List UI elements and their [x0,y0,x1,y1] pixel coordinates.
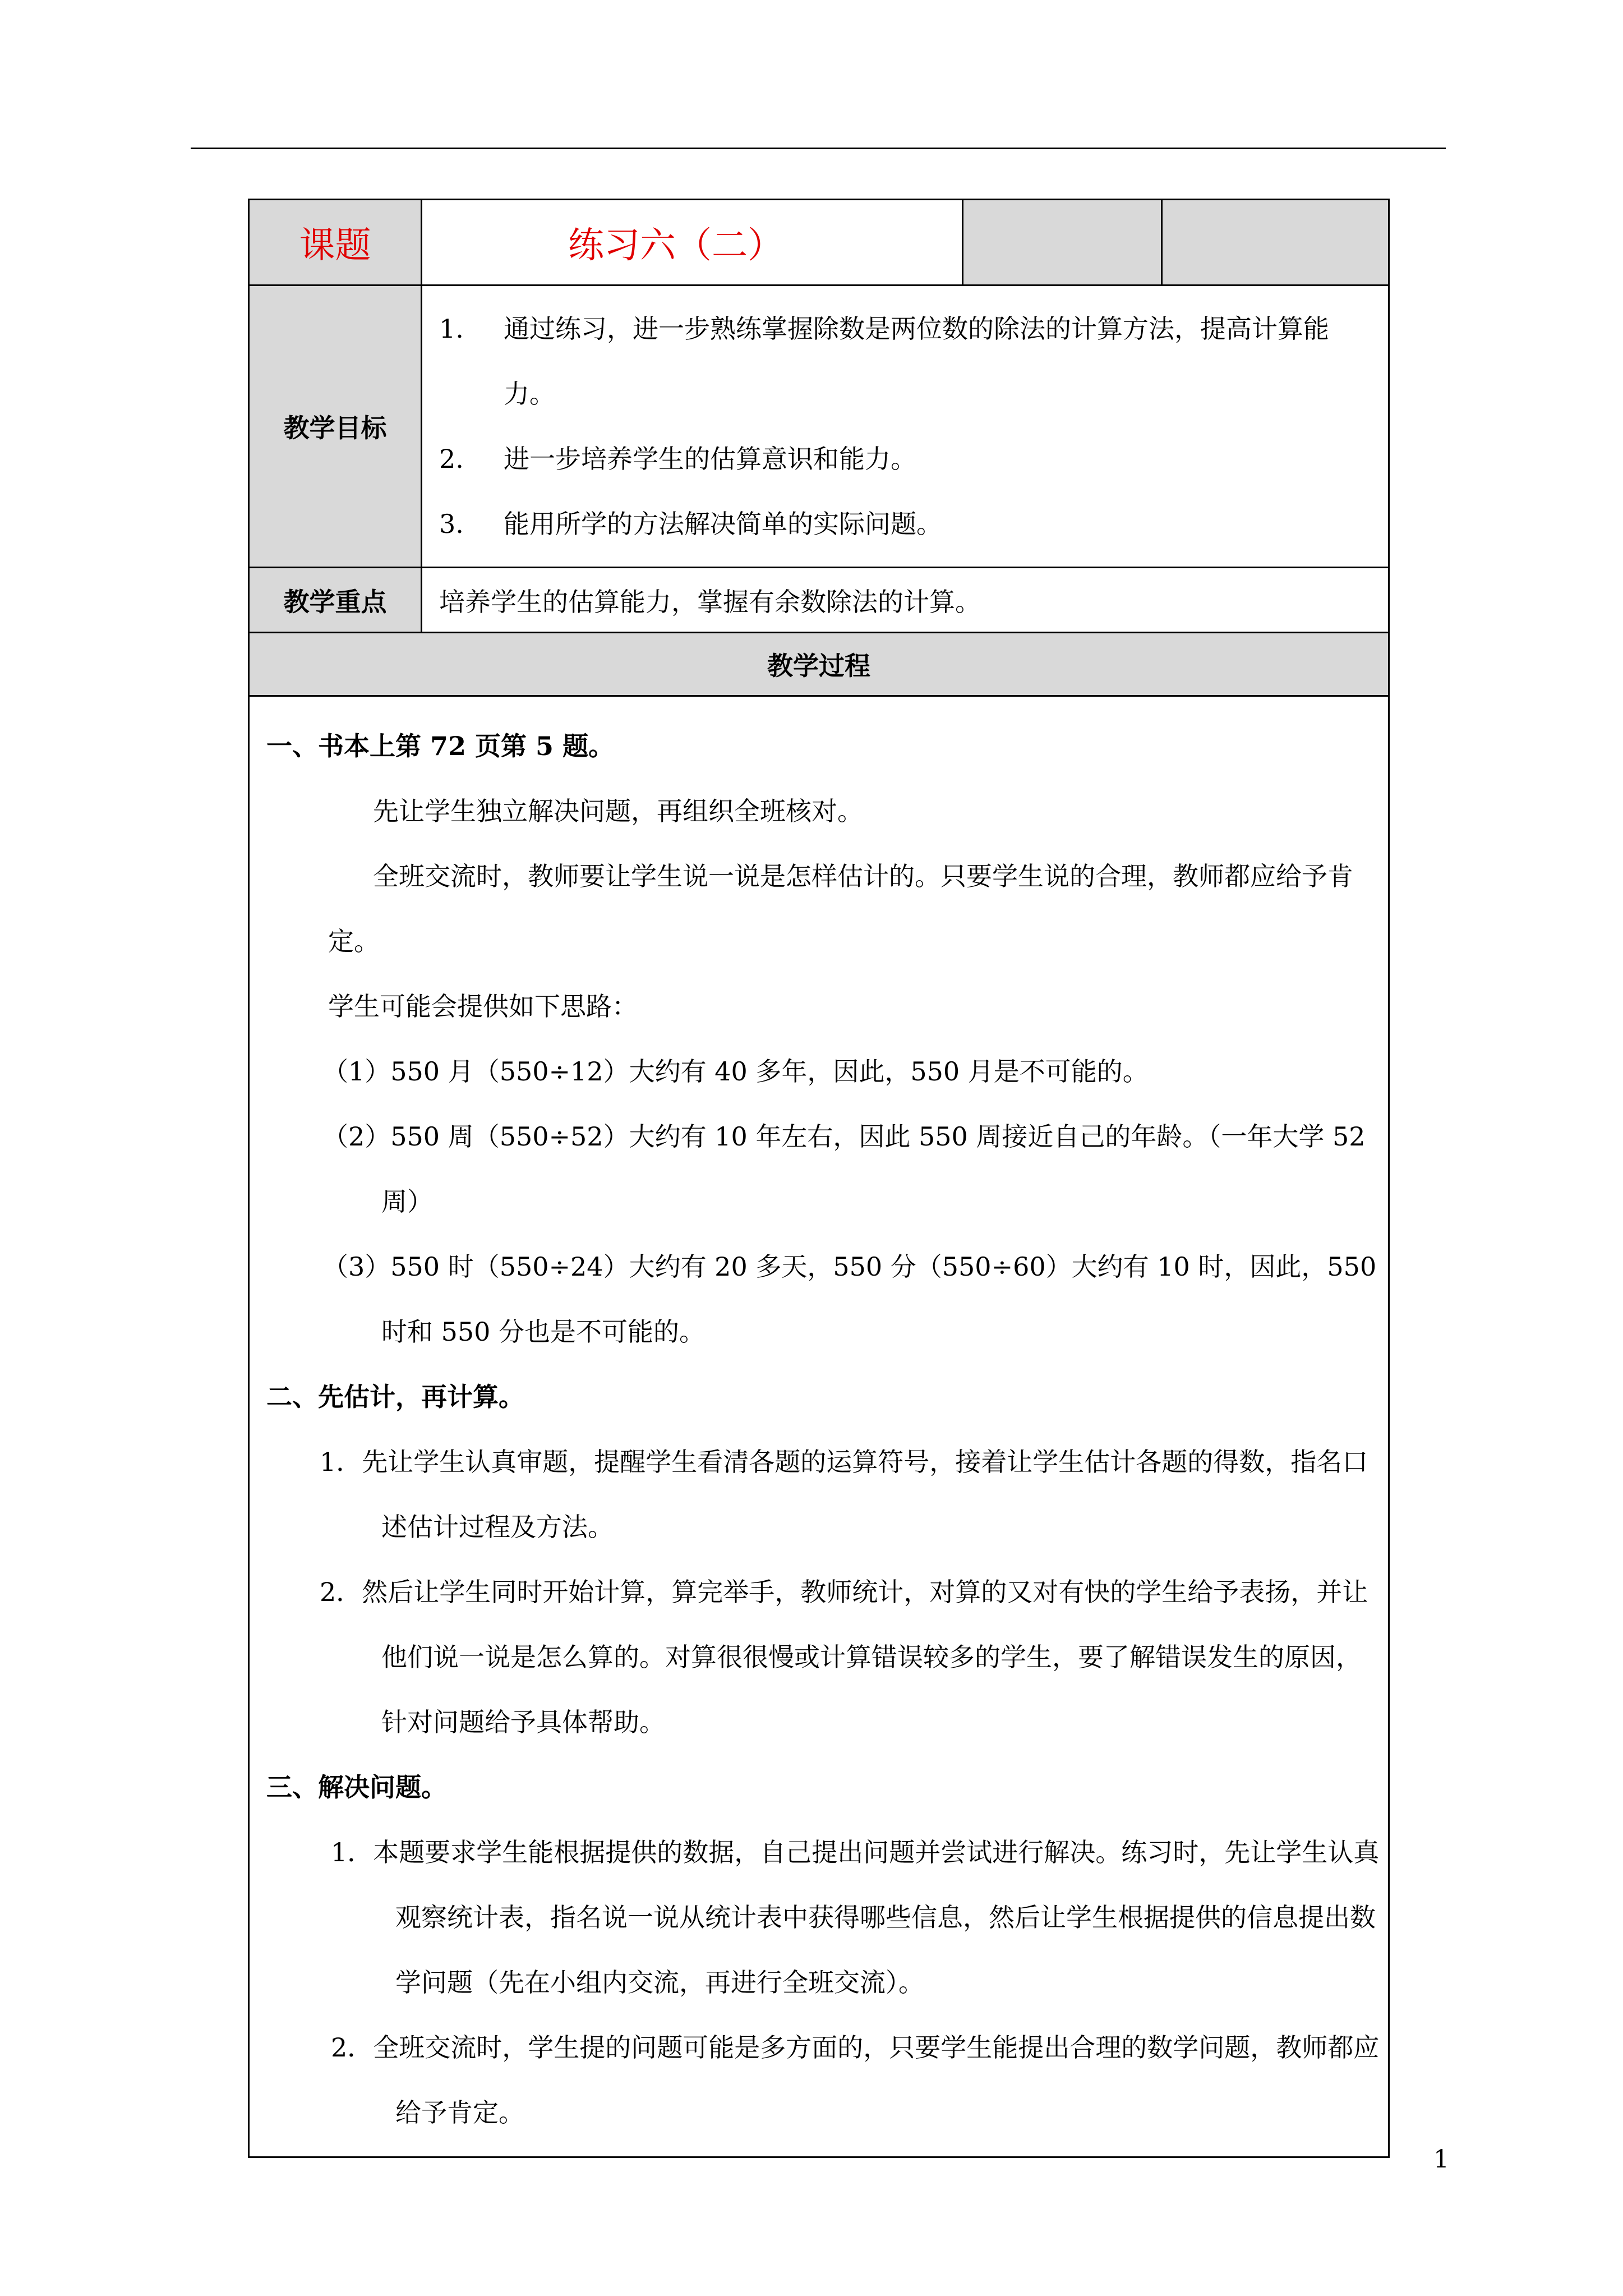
list-item: （3）550 时（550÷24）大约有 20 多天，550 分（550÷60）大约有 10 时，因此，550 时和 550 分也是不可能的。 [322,1251,1377,1347]
goal-item [439,296,1377,426]
goal-text: 通过练习，进一步熟练掌握除数是两位数的除法的计算方法，提高计算能力。 [504,314,1329,409]
section-heading: 一、书本上第 72 页第 5 题。 [266,731,615,761]
list-item: （2）550 周（550÷52）大约有 10 年左右，因此 550 周接近自己的年龄。（一年大学 52 周） [322,1121,1366,1217]
goals-label: 教学目标 [249,286,422,568]
list-item: 1．本题要求学生能根据提供的数据，自己提出问题并尝试进行解决。练习时，先让学生认真观察统计表，指名说一说从统计表中获得哪些信息，然后让学生根据提供的信息提出数学问题（先在小组内交流，再进行全班交流）。 [331,1837,1380,1998]
section-heading: 二、先估计，再计算。 [266,1382,524,1412]
list-item: 1．先让学生认真审题，提醒学生看清各题的运算符号，接着让学生估计各题的得数，指名口述估计过程及方法。 [320,1447,1368,1542]
paragraph: 学生可能会提供如下思路： [328,991,638,1022]
lesson-plan-table [248,199,1390,2158]
goal-item [439,491,1377,556]
goal-number: 2. [439,444,464,474]
topic-value: 练习六（二） [422,200,963,286]
process-body [249,696,1389,2157]
page-header-rule [191,148,1446,149]
paragraph-text: 全班交流时，教师要让学生说一说是怎样估计的。只要学生说的合理，教师都应给予肯定。 [328,861,1353,956]
process-label: 教学过程 [249,633,1389,696]
blank-cell-2 [1162,200,1389,286]
goal-number: 1. [439,314,464,344]
focus-value: 培养学生的估算能力，掌握有余数除法的计算。 [422,568,1389,633]
process-body-row [249,696,1389,2157]
focus-label: 教学重点 [249,568,422,633]
section-heading: 三、解决问题。 [266,1772,447,1802]
list-item: （1）550 月（550÷12）大约有 40 多年，因此，550 月是不可能的。 [322,1056,1149,1087]
blank-cell-1 [963,200,1162,286]
process-header-row [249,633,1389,696]
goal-text: 能用所学的方法解决简单的实际问题。 [504,509,942,539]
paragraph [266,844,1382,974]
focus-row [249,568,1389,633]
goals-list [422,286,1389,568]
topic-label-cell [249,200,422,286]
goal-number: 3. [439,509,464,539]
page-number: 1 [1433,2145,1449,2174]
paragraph: 先让学生独立解决问题，再组织全班核对。 [373,796,863,826]
list-item: 2．然后让学生同时开始计算，算完举手，教师统计，对算的又对有快的学生给予表扬，并让他们说一说是怎么算的。对算很很慢或计算错误较多的学生，要了解错误发生的原因，针对问题给予具体帮助。 [320,1577,1368,1737]
goal-text: 进一步培养学生的估算意识和能力。 [504,444,916,474]
list-item: 2．全班交流时，学生提的问题可能是多方面的，只要学生能提出合理的数学问题，教师都应给予肯定。 [331,2032,1380,2128]
goal-item [439,426,1377,491]
topic-label: 课题 [299,225,371,266]
topic-row [249,200,1389,286]
goals-row [249,286,1389,568]
